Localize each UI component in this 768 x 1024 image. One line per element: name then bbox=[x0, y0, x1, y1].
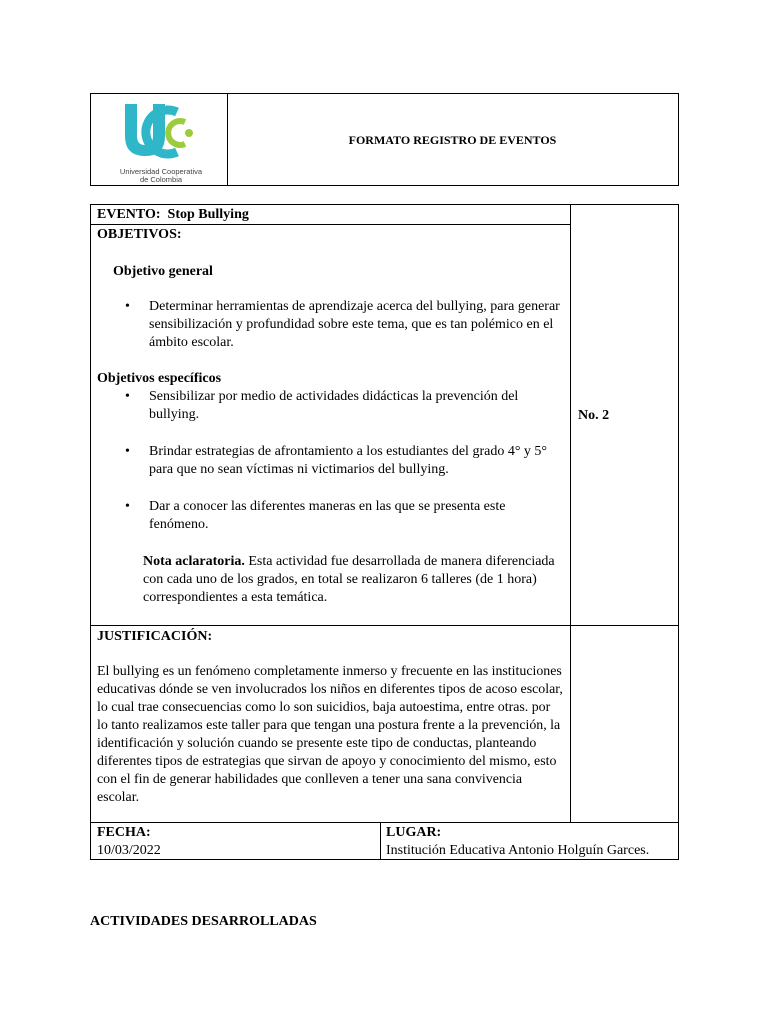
event-table bbox=[90, 204, 679, 626]
form-title: FORMATO REGISTRO DE EVENTOS bbox=[348, 132, 557, 147]
date-label: FECHA: bbox=[97, 825, 151, 840]
logo-caption: Universidad Cooperativa de Colombia bbox=[119, 167, 203, 184]
objectives-section bbox=[97, 226, 561, 607]
justification-table bbox=[90, 625, 679, 823]
header-table bbox=[90, 93, 679, 186]
event-row: EVENTO: Stop Bullying bbox=[97, 207, 249, 222]
university-logo-icon bbox=[113, 100, 209, 162]
clarifying-note: Nota aclaratoria. Esta actividad fue desarrollada de manera diferenciada con cada uno de los grados, en total se realizaron 6 talleres (de 1 hora) correspondientes a esta temática. bbox=[143, 554, 555, 605]
list-item: • Sensibilizar por medio de actividades didácticas la prevención del bullying. bbox=[97, 388, 561, 424]
place-value: Institución Educativa Antonio Holguín Garces. bbox=[386, 843, 650, 858]
list-item: • Dar a conocer las diferentes maneras en las que se presenta este fenómeno. bbox=[97, 498, 561, 534]
date-cell bbox=[97, 824, 161, 860]
event-name: Stop Bullying bbox=[167, 207, 249, 222]
logo-cell bbox=[91, 94, 228, 185]
objectives-heading: OBJETIVOS: bbox=[97, 227, 182, 242]
specific-objectives-list bbox=[97, 388, 561, 534]
justification-text: El bullying es un fenómeno completamente inmerso y frecuente en las instituciones educativas dónde se ven involucrados los niños en diferentes tipos de acoso escolar, lo cual trae consecuencias como lo son suicidios, baja autoestima, entre otras. por lo tanto realizamos este taller para que tengan una postura frente a la prevención, la identificación y solución cuando se presente este tipo de conductas, planteando diferentes tipos de estrategias que sirvan de apoyo y conocimiento del mismo, esto con el fin de generar habilidades que conlleven a tener una sana convivencia escolar. bbox=[97, 664, 563, 805]
specific-objectives-heading: Objetivos específicos bbox=[97, 371, 222, 386]
event-number: No. 2 bbox=[578, 408, 610, 423]
list-item: • Brindar estrategias de afrontamiento a los estudiantes del grado 4° y 5° para que no sean víctimas ni victimarios del bullying. bbox=[97, 443, 561, 479]
place-cell bbox=[386, 824, 678, 860]
date-place-table bbox=[90, 822, 679, 860]
place-label: LUGAR: bbox=[386, 825, 442, 840]
date-value: 10/03/2022 bbox=[97, 843, 161, 858]
justification-heading: JUSTIFICACIÓN: bbox=[97, 629, 213, 644]
general-objective-list bbox=[97, 298, 561, 352]
list-item: • Determinar herramientas de aprendizaje acerca del bullying, para generar sensibilización y profundidad sobre este tema, que es tan polémico en el ámbito escolar. bbox=[97, 298, 561, 352]
activities-heading: ACTIVIDADES DESARROLLADAS bbox=[90, 914, 317, 929]
justification-section bbox=[97, 628, 563, 807]
general-objective-heading: Objetivo general bbox=[113, 264, 213, 279]
